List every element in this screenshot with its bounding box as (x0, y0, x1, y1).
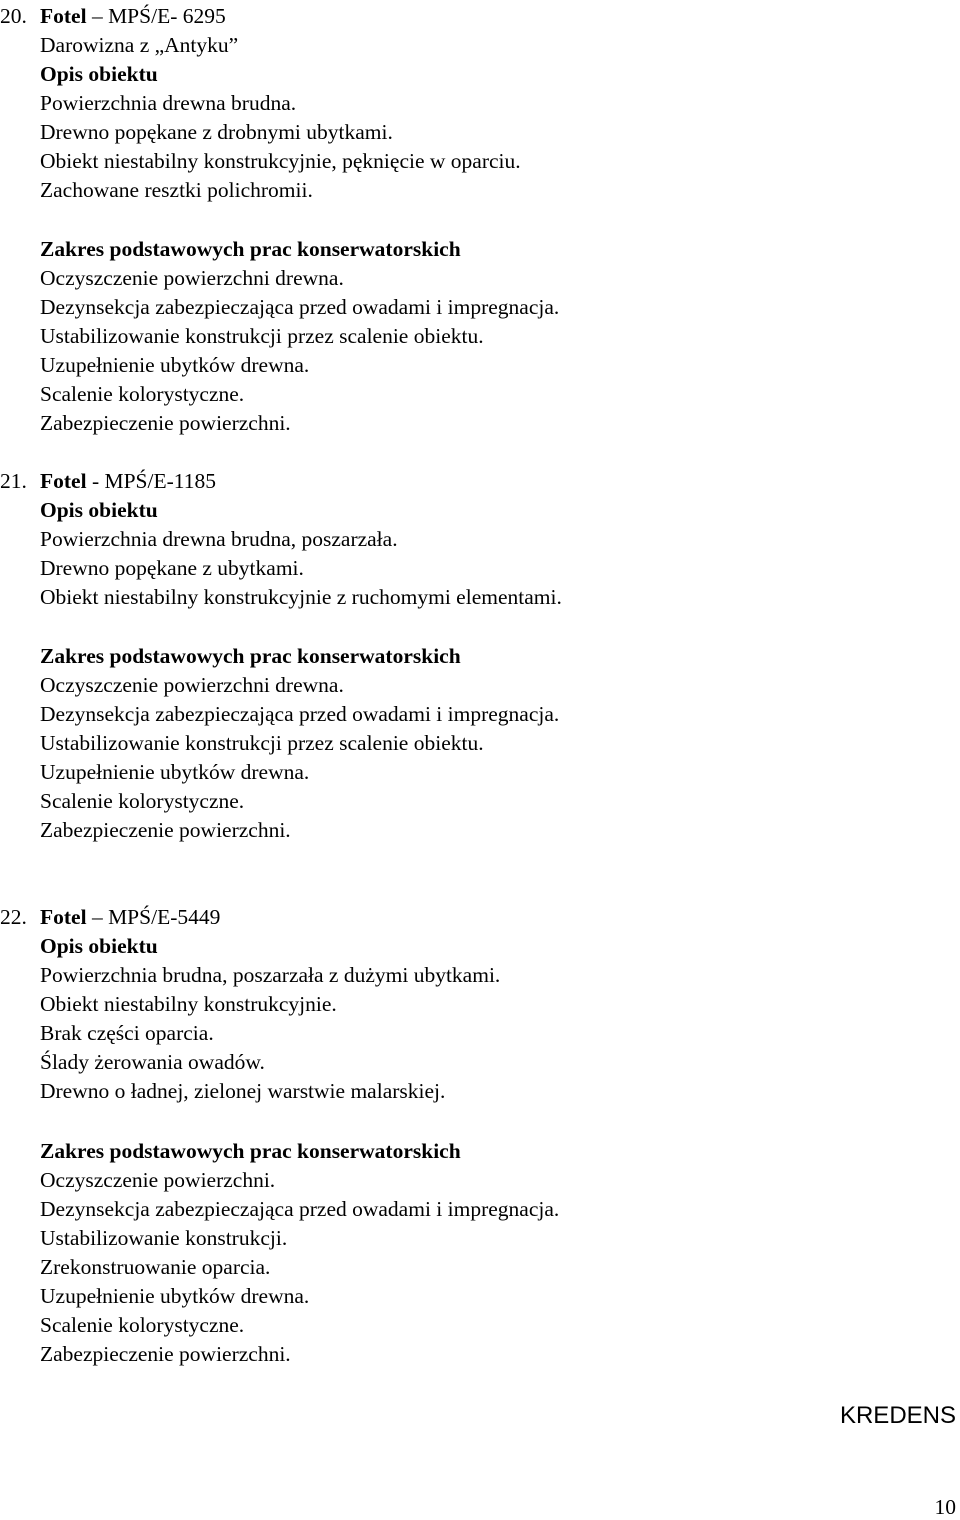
object-name: Fotel (40, 469, 87, 493)
entry-title (40, 467, 216, 496)
description-line: Drewno popękane z ubytkami. (40, 556, 304, 580)
description-line: Drewno popękane z drobnymi ubytkami. (40, 120, 393, 144)
entry-number: 22. (0, 905, 27, 929)
works-line: Dezynsekcja zabezpieczająca przed owadami i impregnacja. (40, 1197, 560, 1221)
description-line: Drewno o ładnej, zielonej warstwie malarskiej. (40, 1079, 446, 1103)
entry-number: 21. (0, 469, 27, 493)
description-line: Ślady żerowania owadów. (40, 1050, 265, 1074)
works-line: Scalenie kolorystyczne. (40, 1313, 245, 1337)
works-line: Ustabilizowanie konstrukcji. (40, 1226, 288, 1250)
object-name: Fotel (40, 4, 87, 28)
works-line: Scalenie kolorystyczne. (40, 789, 245, 813)
works-line: Uzupełnienie ubytków drewna. (40, 1284, 310, 1308)
works-line: Dezynsekcja zabezpieczająca przed owadami i impregnacja. (40, 295, 560, 319)
description-line: Brak części oparcia. (40, 1021, 214, 1045)
description-line: Obiekt niestabilny konstrukcyjnie. (40, 992, 337, 1016)
works-heading: Zakres podstawowych prac konserwatorskich (40, 1139, 461, 1163)
provenance: Darowizna z „Antyku” (40, 33, 239, 57)
description-heading: Opis obiektu (40, 62, 158, 86)
works-line: Oczyszczenie powierzchni drewna. (40, 266, 344, 290)
works-line: Zabezpieczenie powierzchni. (40, 1342, 291, 1366)
description-line: Obiekt niestabilny konstrukcyjnie, pęknięcie w oparciu. (40, 149, 521, 173)
title-separator: – (91, 905, 103, 929)
works-line: Scalenie kolorystyczne. (40, 382, 245, 406)
works-heading: Zakres podstawowych prac konserwatorskich (40, 237, 461, 261)
works-line: Oczyszczenie powierzchni. (40, 1168, 276, 1192)
works-line: Ustabilizowanie konstrukcji przez scalenie obiektu. (40, 731, 484, 755)
description-line: Powierzchnia drewna brudna. (40, 91, 297, 115)
works-line: Zabezpieczenie powierzchni. (40, 411, 291, 435)
description-heading: Opis obiektu (40, 498, 158, 522)
description-heading: Opis obiektu (40, 934, 158, 958)
works-line: Dezynsekcja zabezpieczająca przed owadami i impregnacja. (40, 702, 560, 726)
works-line: Zrekonstruowanie oparcia. (40, 1255, 271, 1279)
works-line: Uzupełnienie ubytków drewna. (40, 353, 310, 377)
description-line: Obiekt niestabilny konstrukcyjnie z ruchomymi elementami. (40, 585, 562, 609)
works-line: Zabezpieczenie powierzchni. (40, 818, 291, 842)
works-line: Oczyszczenie powierzchni drewna. (40, 673, 344, 697)
title-separator: - (91, 469, 100, 493)
description-line: Zachowane resztki polichromii. (40, 178, 313, 202)
works-heading: Zakres podstawowych prac konserwatorskich (40, 644, 461, 668)
inventory-number: MPŚ/E-1185 (104, 469, 216, 493)
entry-title (40, 903, 220, 932)
entry-title (40, 2, 226, 31)
page-number: 10 (934, 1495, 956, 1519)
works-line: Uzupełnienie ubytków drewna. (40, 760, 310, 784)
inventory-number: MPŚ/E-5449 (108, 905, 221, 929)
works-line: Ustabilizowanie konstrukcji przez scalenie obiektu. (40, 324, 484, 348)
description-line: Powierzchnia brudna, poszarzała z dużymi ubytkami. (40, 963, 501, 987)
inventory-number: MPŚ/E- 6295 (108, 4, 226, 28)
entry-number: 20. (0, 4, 27, 28)
description-line: Powierzchnia drewna brudna, poszarzała. (40, 527, 398, 551)
title-separator: – (91, 4, 103, 28)
next-section-heading: KREDENS (839, 1402, 956, 1429)
object-name: Fotel (40, 905, 87, 929)
